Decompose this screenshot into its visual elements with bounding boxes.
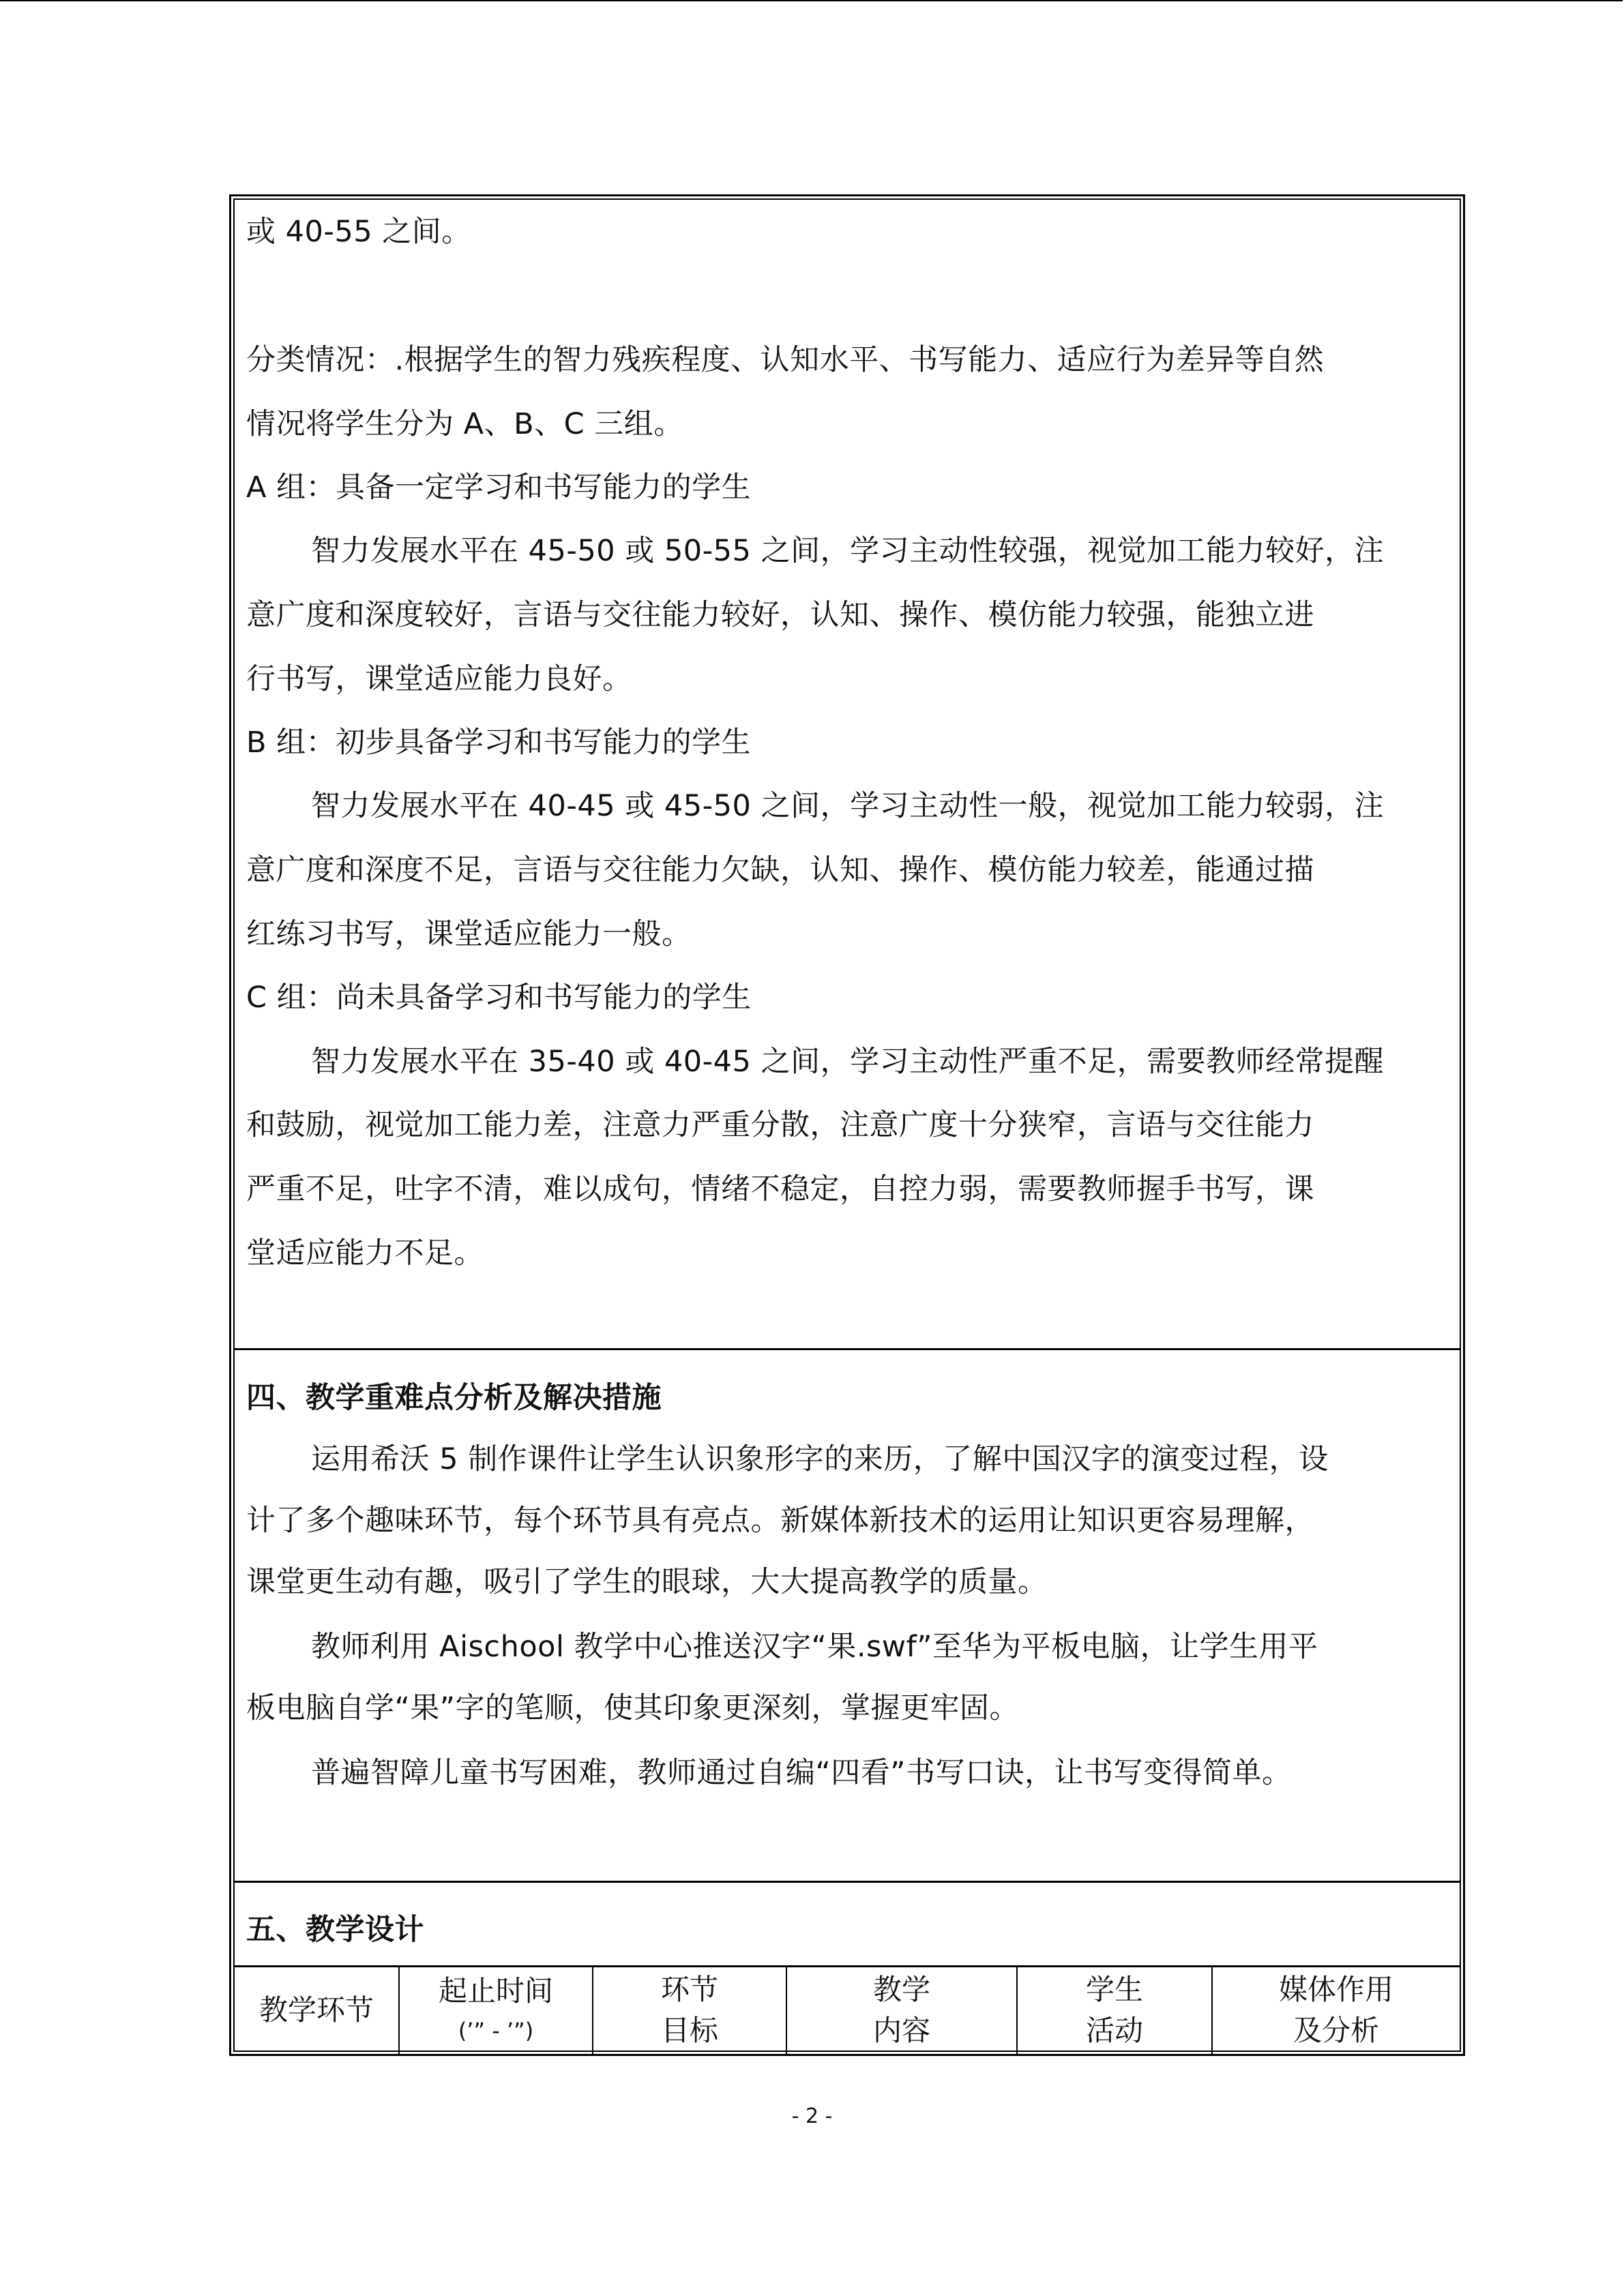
- text-line: 情况将学生分为 A、B、C 三组。: [246, 407, 683, 441]
- header-label: 环节: [660, 1973, 718, 2006]
- header-label: 媒体作用: [1278, 1973, 1393, 2006]
- text-line: 和鼓励，视觉加工能力差，注意力严重分散，注意广度十分狭窄，言语与交往能力: [246, 1108, 1314, 1142]
- text-line: 红练习书写，课堂适应能力一般。: [246, 917, 692, 951]
- header-label: 教学: [872, 1973, 930, 2006]
- text-line: 堂适应能力不足。: [246, 1236, 484, 1270]
- header-label: (’” - ’”): [458, 2018, 534, 2044]
- header-label: 学生: [1085, 1973, 1143, 2006]
- table-header-goal: [593, 1967, 786, 2054]
- group-a-title: A 组：具备一定学习和书写能力的学生: [246, 471, 752, 505]
- text-line: 智力发展水平在 35-40 或 40-45 之间，学习主动性严重不足，需要教师经常提醒: [311, 1045, 1385, 1079]
- text-line: 运用希沃 5 制作课件让学生认识象形字的来历，了解中国汉字的演变过程，设: [311, 1442, 1329, 1476]
- text-line: 意广度和深度不足，言语与交往能力欠缺，认知、操作、模仿能力较差，能通过描: [246, 853, 1314, 887]
- group-c-title: C 组：尚未具备学习和书写能力的学生: [246, 981, 752, 1015]
- text-line: 教师利用 Aischool 教学中心推送汉字“果.swf”至华为平板电脑，让学生用平: [311, 1630, 1318, 1664]
- table-header-time: [400, 1967, 592, 2054]
- table-header-media: [1213, 1967, 1460, 2054]
- header-label: 及分析: [1293, 2014, 1379, 2047]
- text-line: 智力发展水平在 40-45 或 45-50 之间，学习主动性一般，视觉加工能力较弱，注: [311, 789, 1385, 823]
- section-divider: [233, 1348, 1461, 1350]
- text-line: 普遍智障儿童书写困难，教师通过自编“四看”书写口诀，让书写变得简单。: [311, 1756, 1292, 1790]
- table-header-stage: [235, 1967, 398, 2054]
- table-header-activity: [1018, 1967, 1211, 2054]
- page-number: - 2 -: [791, 2104, 833, 2128]
- header-label: 目标: [660, 2014, 718, 2047]
- header-label: 教学环节: [259, 1993, 374, 2027]
- text-line: 板电脑自学“果”字的笔顺，使其印象更深刻，掌握更牢固。: [246, 1691, 1020, 1725]
- text-line: 严重不足，吐字不清，难以成句，情绪不稳定，自控力弱，需要教师握手书写，课: [246, 1172, 1314, 1206]
- header-label: 活动: [1085, 2014, 1143, 2047]
- text-line: 计了多个趣味环节，每个环节具有亮点。新媒体新技术的运用让知识更容易理解，: [246, 1504, 1314, 1538]
- header-label: 内容: [872, 2014, 930, 2047]
- section-4-title: 四、教学重难点分析及解决措施: [246, 1381, 662, 1415]
- group-b-title: B 组：初步具备学习和书写能力的学生: [246, 726, 752, 760]
- text-line: 或 40-55 之间。: [246, 215, 471, 249]
- text-line: 意广度和深度较好，言语与交往能力较好，认知、操作、模仿能力较强，能独立进: [246, 598, 1314, 632]
- text-line: 课堂更生动有趣，吸引了学生的眼球，大大提高教学的质量。: [246, 1565, 1048, 1599]
- header-label: 起止时间: [438, 1974, 553, 2008]
- section-5-title: 五、教学设计: [246, 1913, 424, 1947]
- section-divider: [233, 1881, 1461, 1883]
- text-line: 智力发展水平在 45-50 或 50-55 之间，学习主动性较强，视觉加工能力较好，注: [311, 534, 1385, 568]
- text-line: 行书写，课堂适应能力良好。: [246, 662, 632, 696]
- table-header-content: [787, 1967, 1016, 2054]
- text-line: 分类情况：.根据学生的智力残疾程度、认知水平、书写能力、适应行为差异等自然: [246, 343, 1325, 377]
